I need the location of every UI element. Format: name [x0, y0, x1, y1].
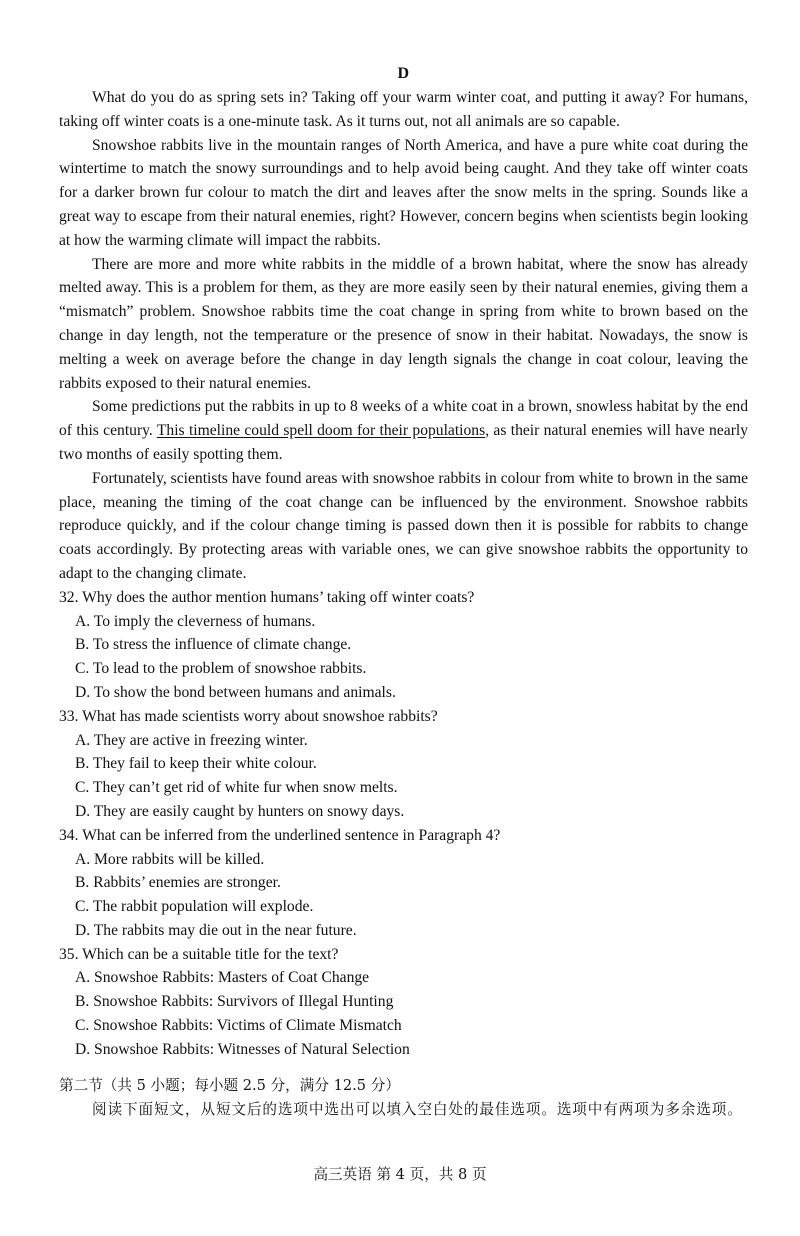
option-a: A. Snowshoe Rabbits: Masters of Coat Change	[75, 969, 370, 987]
paragraph-4-before: Some predictions put the rabbits in up to 8 weeks of a white coat in a brown, snowless habitat by the end of this century.	[59, 398, 748, 440]
question-stem: 32. Why does the author mention humans’ taking off winter coats?	[59, 588, 475, 606]
option-c: C. To lead to the problem of snowshoe rabbits.	[75, 660, 367, 678]
option-a: A. They are active in freezing winter.	[75, 731, 308, 749]
paragraph-4	[59, 395, 748, 466]
paragraph-4-after: , as their natural enemies will have nearly two months of easily spotting them.	[59, 422, 749, 463]
option-b: B. Rabbits’ enemies are stronger.	[75, 874, 281, 892]
option-d: D. Snowshoe Rabbits: Witnesses of Natural Selection	[75, 1040, 410, 1058]
page-footer: 高三英语 第 4 页，共 8 页	[313, 1166, 487, 1183]
question-35	[59, 943, 748, 1062]
question-stem: 34. What can be inferred from the underlined sentence in Paragraph 4?	[59, 826, 501, 844]
option-a: A. To imply the cleverness of humans.	[75, 612, 316, 630]
paragraph-1: What do you do as spring sets in? Taking off your warm winter coat, and putting it away? For humans, taking off winter coats is a one-minute task. As it turns out, not all animals are so capable.	[59, 89, 748, 130]
section-2-instruction: 阅读下面短文，从短文后的选项中选出可以填入空白处的最佳选项。选项中有两项为多余选项。	[92, 1100, 743, 1118]
question-34	[59, 824, 748, 943]
underlined-sentence: This timeline could spell doom for their populations	[156, 422, 486, 440]
question-33	[59, 705, 748, 824]
passage-letter-heading: D	[397, 65, 410, 82]
option-b: B. Snowshoe Rabbits: Survivors of Illegal Hunting	[75, 993, 394, 1011]
option-b: B. To stress the influence of climate change.	[75, 636, 352, 654]
paragraph-5: Fortunately, scientists have found areas with snowshoe rabbits in colour from white to brown in the same place, meaning the timing of the coat change can be influenced by the environment. Snowshoe rabbits reproduce quickly, and if the colour change timing is passed down then it is possible for rabbits to change coats accordingly. By protecting areas with variable ones, we can give snowshoe rabbits the opportunity to adapt to the changing climate.	[59, 469, 748, 582]
passage-body	[59, 86, 748, 586]
question-stem: 33. What has made scientists worry about snowshoe rabbits?	[59, 707, 438, 725]
option-a: A. More rabbits will be killed.	[75, 850, 265, 868]
option-c: C. They can’t get rid of white fur when snow melts.	[75, 779, 398, 797]
paragraph-3: There are more and more white rabbits in the middle of a brown habitat, where the snow has already melted away. This is a problem for them, as they are more easily seen by their natural enemies, giving them a “mismatch” problem. Snowshoe rabbits time the coat change in spring from white to brown based on the change in day length, not the temperature or the presence of snow in their habitat. Nowadays, the snow is melting a week on average before the change in day length signals the change in coat colour, leaving the rabbits exposed to their natural enemies.	[59, 255, 748, 392]
exam-page	[59, 62, 748, 1122]
option-d: D. The rabbits may die out in the near future.	[75, 921, 357, 939]
question-32	[59, 586, 748, 705]
option-d: D. They are easily caught by hunters on snowy days.	[75, 802, 405, 820]
question-stem: 35. Which can be a suitable title for the text?	[59, 945, 339, 963]
option-c: C. The rabbit population will explode.	[75, 898, 314, 916]
option-c: C. Snowshoe Rabbits: Victims of Climate Mismatch	[75, 1017, 402, 1035]
option-d: D. To show the bond between humans and animals.	[75, 683, 396, 701]
option-b: B. They fail to keep their white colour.	[75, 755, 317, 773]
paragraph-2: Snowshoe rabbits live in the mountain ranges of North America, and have a pure white coat during the wintertime to match the snowy surroundings and to help avoid being caught. And they take off winter coats for a darker brown fur colour to match the dirt and leaves after the snow melts in the spring. Sounds like a great way to escape from their natural enemies, right? However, concern begins when scientists begin looking at how the warming climate will impact the rabbits.	[59, 136, 748, 249]
section-2-title: 第二节（共 5 小题；每小题 2.5 分，满分 12.5 分）	[59, 1076, 400, 1094]
section-2	[59, 1074, 748, 1122]
